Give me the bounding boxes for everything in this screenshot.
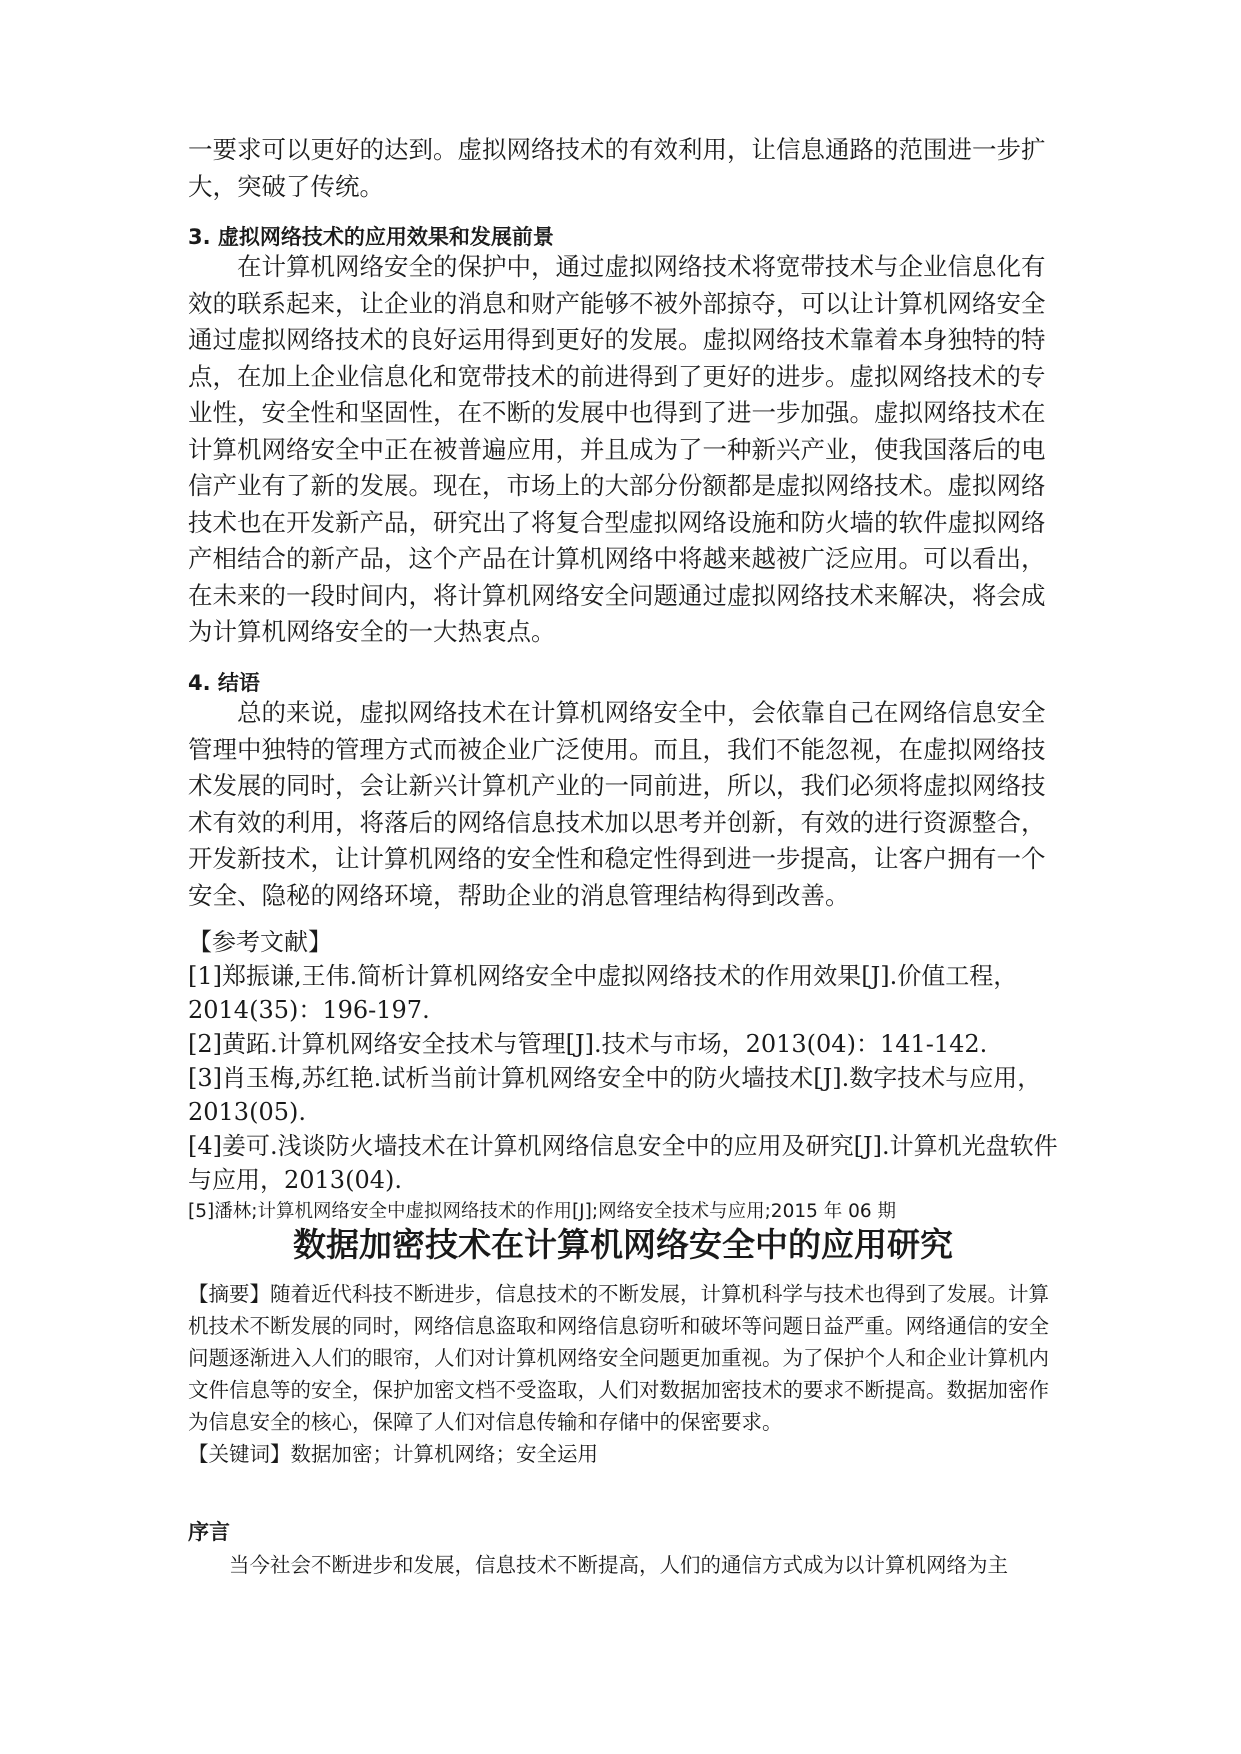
section-4-body: 总的来说，虚拟网络技术在计算机网络安全中，会依靠自己在网络信息安全管理中独特的管理方式而被企业广泛使用。而且，我们不能忽视，在虚拟网络技术发展的同时，会让新兴计算机产业的一同前进，所以，我们必须将虚拟网络技术有效的利用，将落后的网络信息技术加以思考并创新，有效的进行资源整合，开发新技术，让计算机网络的安全性和稳定性得到进一步提高，让客户拥有一个安全、隐秘的网络环境，帮助企业的消息管理结构得到改善。 bbox=[188, 698, 1046, 910]
section-3-body: 在计算机网络安全的保护中，通过虚拟网络技术将宽带技术与企业信息化有效的联系起来，让企业的消息和财产能够不被外部掠夺，可以让计算机网络安全通过虚拟网络技术的良好运用得到更好的发展。虚拟网络技术靠着本身独特的特点，在加上企业信息化和宽带技术的前进得到了更好的进步。虚拟网络技术的专业性，安全性和坚固性，在不断的发展中也得到了进一步加强。虚拟网络技术在计算机网络安全中正在被普遍应用，并且成为了一种新兴产业，使我国落后的电信产业有了新的发展。现在，市场上的大部分份额都是虚拟网络技术。虚拟网络技术也在开发新产品，研究出了将复合型虚拟网络设施和防火墙的软件虚拟网络产相结合的新产品，这个产品在计算机网络中将越来越被广泛应用。可以看出，在未来的一段时间内，将计算机网络安全问题通过虚拟网络技术来解决，将会成为计算机网络安全的一大热衷点。 bbox=[188, 252, 1046, 646]
reference-item: [5]潘林;计算机网络安全中虚拟网络技术的作用[J];网络安全技术与应用;2015 年 06 期 bbox=[188, 1201, 897, 1222]
abstract: 【摘要】随着近代科技不断进步，信息技术的不断发展，计算机科学与技术也得到了发展。计算机技术不断发展的同时，网络信息盗取和网络信息窃听和破坏等问题日益严重。网络通信的安全问题逐渐进入人们的眼帘，人们对计算机网络安全问题更加重视。为了保护个人和企业计算机内文件信息等的安全，保护加密文档不受盗取，人们对数据加密技术的要求不断提高。数据加密作为信息安全的核心，保障了人们对信息传输和存储中的保密要求。 bbox=[188, 1282, 1049, 1434]
reference-item: [4]姜可.浅谈防火墙技术在计算机网络信息安全中的应用及研究[J].计算机光盘软件与应用，2013(04). bbox=[188, 1132, 1058, 1194]
reference-item: [3]肖玉梅,苏红艳.试析当前计算机网络安全中的防火墙技术[J].数字技术与应用，2013(05). bbox=[188, 1064, 1042, 1126]
continued-paragraph: 一要求可以更好的达到。虚拟网络技术的有效利用，让信息通路的范围进一步扩大，突破了传统。 bbox=[188, 135, 1046, 201]
reference-item: [1]郑振谦,王伟.简析计算机网络安全中虚拟网络技术的作用效果[J].价值工程，2014(35)：196-197. bbox=[188, 962, 1018, 1024]
preface-body: 当今社会不断进步和发展，信息技术不断提高，人们的通信方式成为以计算机网络为主 bbox=[229, 1553, 1008, 1577]
section-4-heading: 4. 结语 bbox=[188, 671, 260, 695]
reference-item: [2]黄跖.计算机网络安全技术与管理[J].技术与市场，2013(04)：141-142. bbox=[188, 1030, 988, 1058]
references-section bbox=[188, 925, 1058, 1227]
keywords: 【关键词】数据加密；计算机网络；安全运用 bbox=[188, 1442, 598, 1466]
preface-heading: 序言 bbox=[188, 1520, 230, 1544]
section-3-heading: 3. 虚拟网络技术的应用效果和发展前景 bbox=[188, 225, 554, 249]
article-title: 数据加密技术在计算机网络安全中的应用研究 bbox=[293, 1225, 953, 1264]
references-title: 【参考文献】 bbox=[188, 928, 332, 956]
